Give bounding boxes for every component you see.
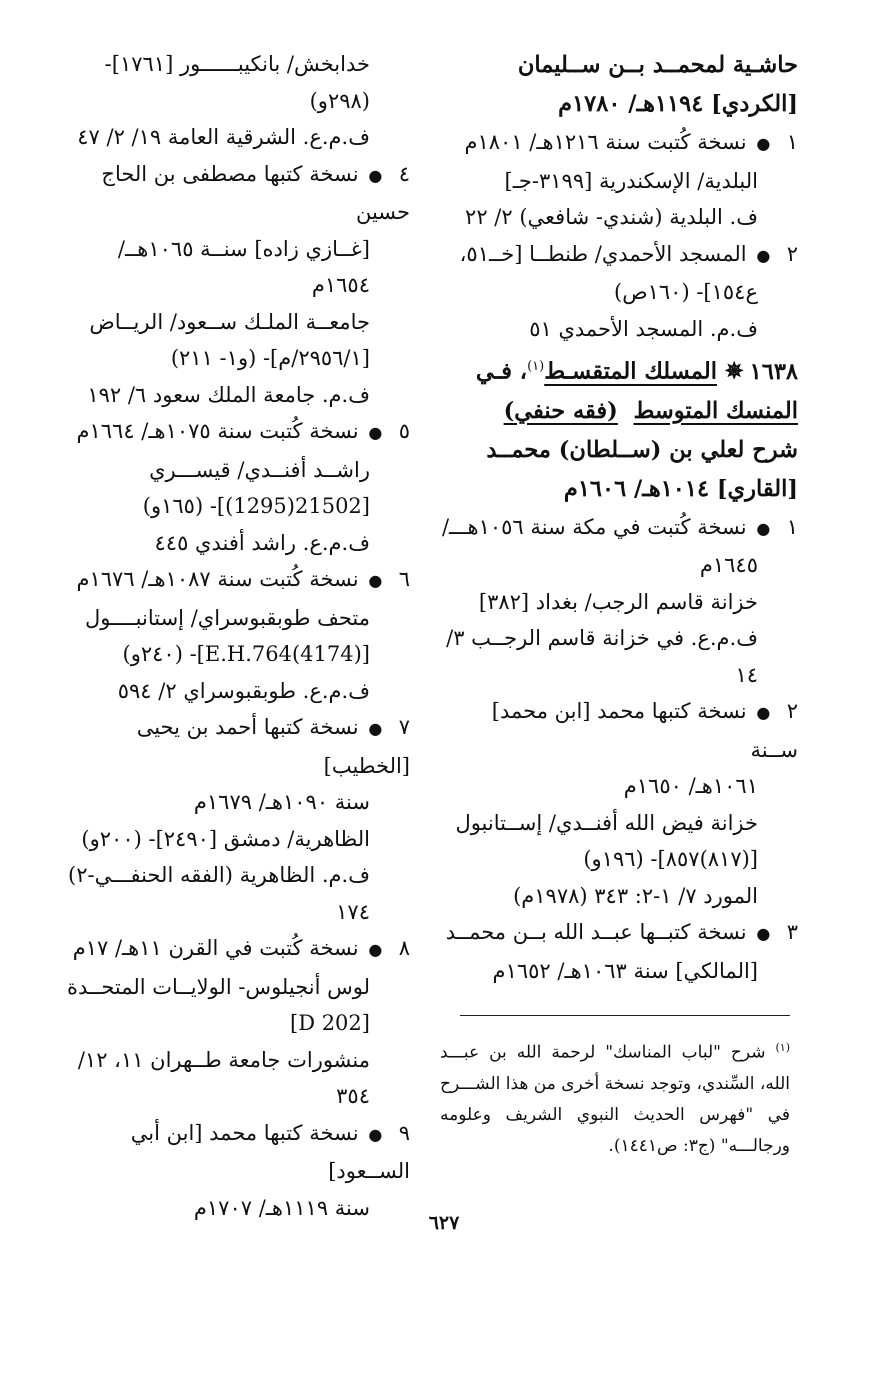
manuscript-line: ف. البلدية (شندي- شافعي) ٢/ ٢٢ (465, 205, 758, 229)
manuscript-line: راشــد أفنــدي/ قيســـري (149, 457, 370, 482)
entry-title-line: [القاري] ١٠١٤هـ/ ١٦٠٦م (563, 475, 798, 502)
manuscript-item (62, 930, 410, 1115)
bullet-icon: ● (756, 245, 771, 265)
footnote-text: شرح "لباب المناسك" لرحمة الله بن عبـــد الله، السِّندي، وتوجد نسخة أخرى من هذا الشـــرح في "فهرس الحديث النبوي الشريف وعلومه ورجالـــه" (ج٣: ص١٤٤١). (440, 1042, 790, 1156)
manuscript-line: ٣٥٤ (336, 1084, 370, 1108)
entry-title-hashiya (482, 46, 798, 124)
manuscript-line: نسخة كتبها أحمد بن يحيى [الخطيب] (136, 715, 410, 778)
manuscript-number: ٢ (786, 699, 798, 723)
footnote-marker: (١) (775, 1041, 790, 1054)
manuscript-line: ١٤ (735, 662, 758, 687)
bullet-icon: ● (756, 924, 771, 943)
bullet-icon: ● (756, 134, 771, 153)
manuscript-line: ف.م. جامعة الملك سعود ٦/ ١٩٢ (87, 382, 370, 407)
manuscript-line: منشورات جامعة طــهران ١١، ١٢/ (77, 1047, 370, 1072)
manuscript-line: [المالكي] سنة ١٠٦٣هـ/ ١٦٥٢م (492, 958, 758, 983)
manuscript-line: (٢٩٨و) (309, 88, 370, 113)
manuscript-number: ١ (786, 130, 798, 154)
manuscript-line: ١٧٤ (336, 899, 370, 924)
manuscript-item (440, 124, 798, 236)
left-column (62, 46, 410, 1226)
entry-title-text: المنسك المتوسط (633, 397, 798, 424)
manuscript-number: ٦ (398, 567, 410, 591)
manuscript-line: جامعــة الملـك ســعود/ الريــاض (89, 309, 370, 334)
bullet-icon: ● (368, 1124, 383, 1144)
manuscript-number: ١ (786, 514, 798, 539)
manuscript-line: خزانة قاسم الرجب/ بغداد [٣٨٢] (478, 589, 758, 614)
manuscript-line: [E.H.764(4174)]- (٢٤٠و) (122, 642, 370, 666)
entry-title-line: شرح لعلي بن (ســلطان) محمــد (486, 436, 798, 463)
bullet-icon: ● (756, 703, 771, 722)
manuscript-line: نسخة كتبها مصطفى بن الحاج حسين (101, 161, 410, 224)
manuscript-line: المورد ٧/ ١-٢: ٣٤٣ (١٩٧٨م) (513, 883, 758, 908)
manuscript-line: البلدية/ الإسكندرية [٣١٩٩-جـ] (504, 168, 758, 193)
manuscript-line: نسخة كُتبت سنة ١٠٨٧هـ/ ١٦٧٦م (76, 567, 359, 591)
manuscript-number: ٣ (786, 920, 798, 944)
manuscript-line: [غــازي زاده] سنــة ١٠٦٥هــ/ (117, 236, 370, 261)
manuscript-line: ف.م.ع. الشرقية العامة ١٩/ ٢/ ٤٧ (77, 125, 370, 149)
manuscript-item-continued (62, 46, 410, 156)
manuscript-item (62, 561, 410, 709)
manuscript-line: ف.م.ع. طوبقبوسراي ٢/ ٥٩٤ (117, 678, 370, 703)
manuscript-line: ف.م. المسجد الأحمدي ٥١ (529, 316, 758, 341)
manuscript-line: [D 202] (289, 1011, 370, 1035)
manuscript-item (62, 709, 410, 930)
manuscript-line: ع١٥٤]- (١٦٠ص) (614, 280, 758, 304)
manuscript-line: نسخة كُتبت سنة ١٠٧٥هـ/ ١٦٦٤م (76, 419, 359, 443)
manuscript-number: ٥ (398, 419, 410, 443)
manuscript-item (440, 693, 798, 914)
manuscript-number: ٢ (786, 241, 798, 266)
manuscript-number: ٩ (398, 1120, 410, 1145)
manuscript-item (62, 413, 410, 561)
right-column (440, 46, 798, 989)
manuscript-line: ف.م. الظاهرية (الفقه الحنفـــي-٢) (68, 863, 370, 887)
entry-title-line: [الكردي] ١١٩٤هـ/ ١٧٨٠م (558, 91, 798, 117)
manuscript-line: ١٦٥٤م (311, 273, 370, 297)
footnote-marker: (١) (527, 359, 545, 374)
manuscript-line: المسجد الأحمدي/ طنطــا [خــ٥١، (459, 241, 747, 266)
manuscript-number: ٧ (398, 715, 410, 739)
manuscript-line: خدابخش/ بانكيبــــــور [١٧٦١]- (104, 52, 370, 76)
manuscript-item (62, 1115, 410, 1227)
entry-number: ١٦٣٨ (749, 358, 798, 385)
manuscript-line: ١٦٤٥م (699, 553, 758, 577)
manuscript-line: [٢٩٥٦/١/م]- (و١- ٢١١) (170, 346, 370, 370)
manuscript-line: نسخة كُتبت سنة ١٢١٦هـ/ ١٨٠١م (464, 130, 747, 154)
manuscript-item (440, 236, 798, 348)
bullet-icon: ● (368, 165, 383, 185)
manuscript-line: نسخة كُتبت في القرن ١١هـ/ ١٧م (72, 936, 359, 960)
manuscript-line: خزانة فيض الله أفنــدي/ إســتانبول (455, 810, 758, 835)
manuscript-line: سنة ١١١٩هـ/ ١٧٠٧م (193, 1195, 370, 1220)
bullet-icon: ● (368, 719, 383, 738)
manuscript-item (440, 914, 798, 989)
entry-title-maslak (440, 347, 798, 509)
star-icon: ✵ (724, 358, 744, 385)
entry-title-text: ، فـي (475, 358, 528, 385)
manuscript-line: متحف طوبقبوسراي/ إستانبــــول (84, 605, 370, 630)
entry-title-line: حاشـية لمحمــد بــن ســليمان (517, 52, 798, 78)
bullet-icon: ● (368, 940, 383, 959)
manuscript-line: نسخة كُتبت في مكة سنة ١٠٥٦هـــ/ (441, 514, 747, 539)
manuscript-line: نسخة كتبها محمد [ابن أبي الســعود] (130, 1120, 410, 1183)
bullet-icon: ● (756, 518, 771, 538)
bullet-icon: ● (368, 423, 383, 442)
page-number: ٦٢٧ (428, 1212, 460, 1234)
bullet-icon: ● (368, 571, 383, 590)
manuscript-line: الظاهرية/ دمشق [٢٤٩٠]- (٢٠٠و) (81, 826, 370, 851)
manuscript-item (440, 509, 798, 694)
manuscript-line: ف.م.ع. في خزانة قاسم الرجــب ٣/ (446, 626, 758, 650)
entry-title-text: المسلك المتقسـط (544, 358, 717, 385)
manuscript-line: [(٨١٧)٨٥٧]- (١٩٦و) (583, 847, 758, 871)
manuscript-line: نسخة كتبها محمد [ابن محمد] ســنة (491, 699, 798, 762)
manuscript-number: ٤ (398, 161, 410, 186)
manuscript-line: [21502(1295)]- (١٦٥و) (142, 494, 370, 518)
manuscript-item (62, 156, 410, 414)
footnote-divider (460, 1015, 790, 1016)
manuscript-line: سنة ١٠٩٠هـ/ ١٦٧٩م (193, 790, 370, 814)
manuscript-line: ف.م.ع. راشد أفندي ٤٤٥ (154, 530, 370, 555)
manuscript-line: لوس أنجيلوس- الولايــات المتحــدة (67, 974, 370, 999)
manuscript-number: ٨ (398, 936, 410, 960)
manuscript-line: نسخة كتبــها عبــد الله بــن محمــد (445, 920, 747, 944)
entry-subject: (فقه حنفي) (503, 397, 618, 424)
manuscript-line: ١٠٦١هـ/ ١٦٥٠م (623, 774, 758, 798)
footnote (440, 1032, 790, 1162)
